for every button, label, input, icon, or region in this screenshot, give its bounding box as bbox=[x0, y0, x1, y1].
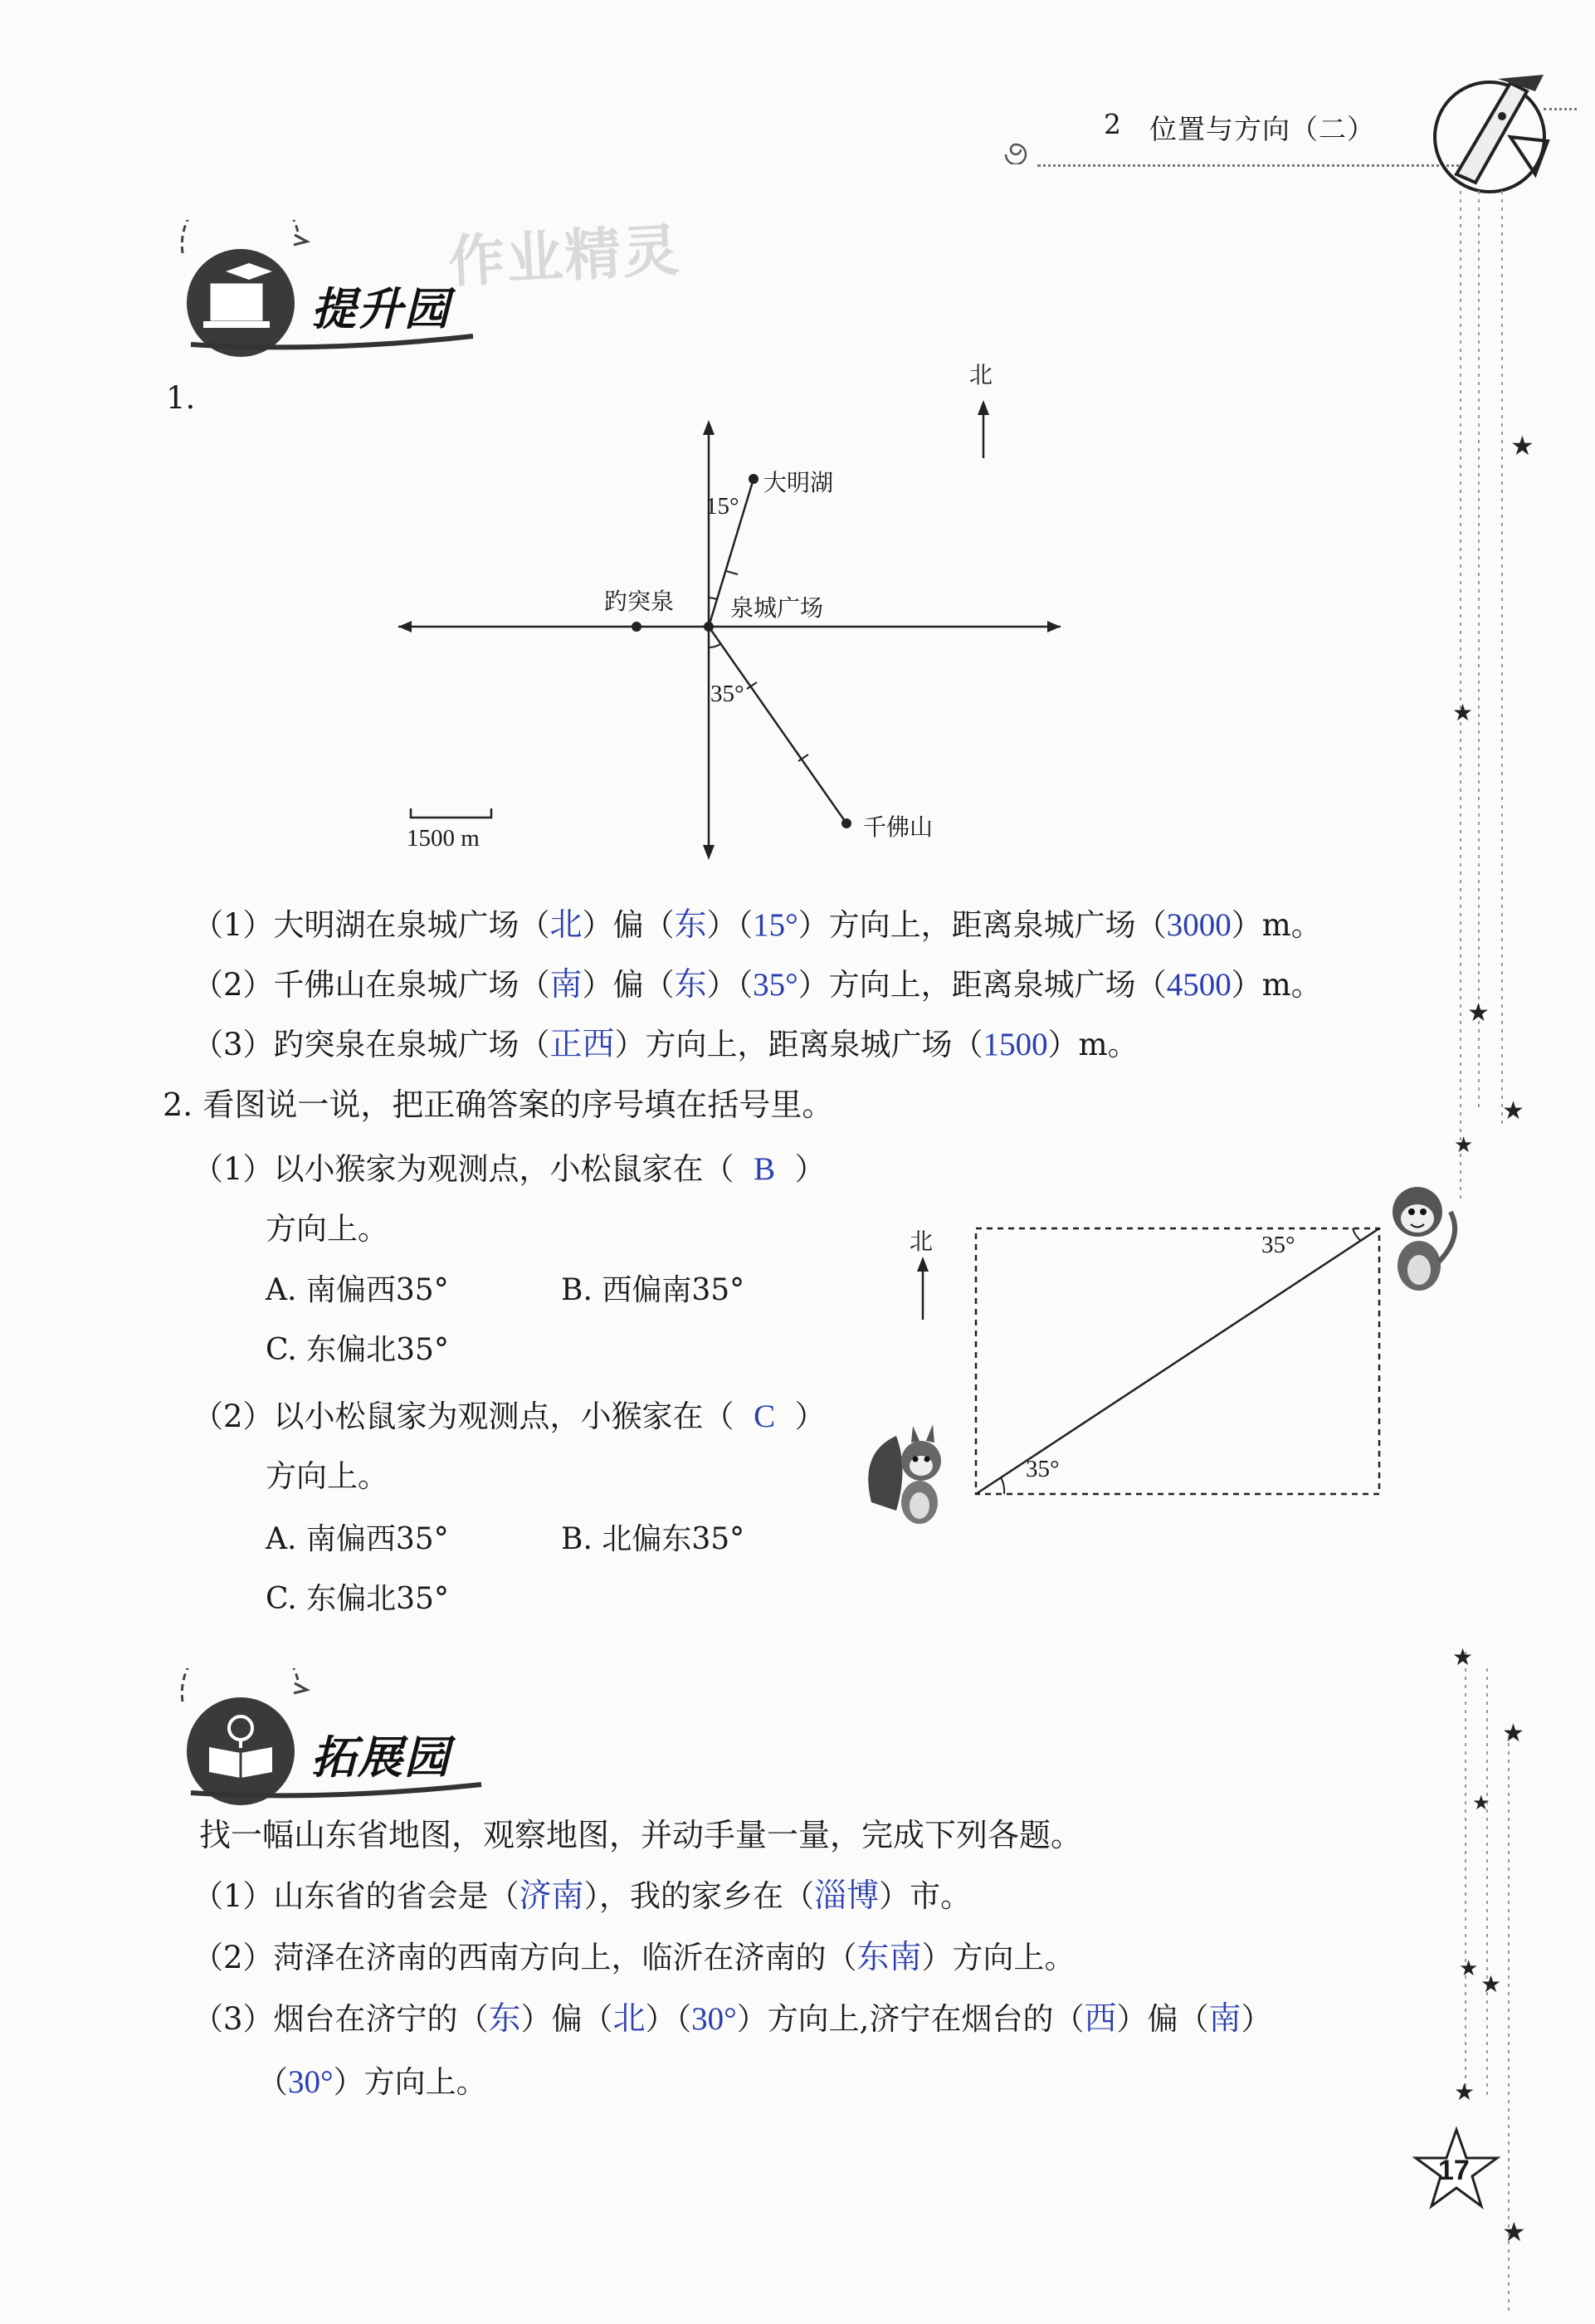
q2-sub1: （1）以小猴家为观测点，小松鼠家在（ B ） bbox=[193, 1151, 826, 1187]
answer-blank[interactable]: 35° bbox=[753, 967, 798, 1003]
q2-stem: 2. 看图说一说，把正确答案的序号填在括号里。 bbox=[163, 1086, 834, 1123]
map-angle-ne: 15° bbox=[705, 493, 739, 520]
answer-blank[interactable]: 北 bbox=[612, 2001, 646, 2037]
map-angle-se: 35° bbox=[710, 681, 744, 707]
answer-blank[interactable]: 西 bbox=[1084, 2001, 1117, 2037]
answer-blank[interactable]: 南 bbox=[549, 967, 583, 1003]
answer-blank[interactable]: 东南 bbox=[856, 1940, 922, 1975]
answer-blank[interactable]: 南 bbox=[1208, 2001, 1241, 2037]
q2-sub1-option-a: A. 南偏西35° bbox=[266, 1273, 449, 1307]
q2-sub2-option-b: B. 北偏东35° bbox=[561, 1522, 745, 1556]
q2-sub1-text2: 方向上。 bbox=[266, 1211, 388, 1247]
svg-text:★: ★ bbox=[1502, 2216, 1526, 2248]
svg-text:★: ★ bbox=[1459, 1956, 1479, 1981]
answer-blank[interactable]: 济南 bbox=[519, 1878, 584, 1914]
watermark-text: 作业精灵 bbox=[446, 217, 683, 296]
q2-sub2-option-a: A. 南偏西35° bbox=[266, 1522, 449, 1556]
q2-north-label: 北 bbox=[910, 1228, 934, 1255]
svg-text:★: ★ bbox=[1502, 1719, 1524, 1748]
answer-blank[interactable]: 30° bbox=[691, 2001, 737, 2037]
map-label-quancheng: 泉城广场 bbox=[730, 594, 824, 622]
header-chapter-title: 位置与方向（二） bbox=[1149, 113, 1375, 145]
answer-blank[interactable]: 北 bbox=[549, 907, 583, 943]
answer-blank[interactable]: 4500 bbox=[1166, 967, 1232, 1003]
svg-text:★: ★ bbox=[1472, 1791, 1490, 1814]
q2-sub2-option-c: C. 东偏北35° bbox=[266, 1582, 449, 1616]
map-label-baotuquan: 趵突泉 bbox=[604, 588, 675, 615]
map-label-qianfoshan: 千佛山 bbox=[863, 813, 934, 841]
svg-text:★: ★ bbox=[1467, 998, 1490, 1028]
header-swirl-icon bbox=[996, 131, 1046, 164]
answer-blank[interactable]: 15° bbox=[753, 907, 798, 943]
answer-blank[interactable]: 30° bbox=[288, 2064, 334, 2100]
svg-text:★: ★ bbox=[1480, 1970, 1502, 1998]
answer-blank[interactable]: B bbox=[754, 1151, 776, 1187]
answer-blank[interactable]: C bbox=[754, 1399, 776, 1434]
map-north-label: 北 bbox=[969, 361, 993, 388]
answer-blank[interactable]: 3000 bbox=[1166, 907, 1232, 943]
svg-text:★: ★ bbox=[1502, 1096, 1524, 1125]
s2-item-2: （2）菏泽在济南的西南方向上，临沂在济南的（东南）方向上。 bbox=[193, 1940, 1076, 1975]
header-right-rule bbox=[1544, 108, 1577, 110]
q2-diagram bbox=[863, 1170, 1461, 1536]
q2-sub1-option-c: C. 东偏北35° bbox=[266, 1333, 449, 1367]
q2-angle-bottom: 35° bbox=[1026, 1456, 1060, 1482]
q2-sub2: （2）以小松鼠家为观测点，小猴家在（ C ） bbox=[193, 1399, 826, 1434]
section1-title: 提升园 bbox=[311, 282, 451, 335]
map-label-daminghu: 大明湖 bbox=[763, 469, 834, 496]
answer-blank[interactable]: 东 bbox=[488, 2001, 521, 2037]
q1-item-3: （3）趵突泉在泉城广场（正西）方向上，距离泉城广场（1500）m。 bbox=[193, 1027, 1139, 1062]
svg-text:★: ★ bbox=[1454, 2078, 1475, 2106]
section2-intro: 找一幅山东省地图，观察地图，并动手量一量，完成下列各题。 bbox=[199, 1817, 1083, 1853]
svg-text:★: ★ bbox=[1452, 699, 1474, 726]
answer-blank[interactable]: 东 bbox=[674, 907, 707, 943]
answer-blank[interactable]: 东 bbox=[674, 967, 707, 1003]
map-diagram bbox=[390, 349, 1079, 872]
header-chapter-number: 2 bbox=[1104, 108, 1122, 140]
q2-angle-top: 35° bbox=[1261, 1232, 1295, 1258]
q2-sub1-option-b: B. 西偏南35° bbox=[561, 1273, 745, 1307]
s2-item-3: （3）烟台在济宁的（东）偏（北）（30°）方向上,济宁在烟台的（西）偏（南） bbox=[193, 2001, 1272, 2037]
q1-item-1: （1）大明湖在泉城广场（北）偏（东）（15°）方向上，距离泉城广场（3000）m。 bbox=[193, 907, 1322, 943]
s2-item-1: （1）山东省的省会是（济南），我的家乡在（淄博）市。 bbox=[193, 1878, 972, 1914]
answer-blank[interactable]: 正西 bbox=[549, 1027, 615, 1062]
answer-blank[interactable]: 淄博 bbox=[814, 1878, 880, 1914]
mascot-pencil-icon bbox=[1411, 58, 1568, 199]
answer-blank[interactable]: 1500 bbox=[983, 1027, 1048, 1062]
svg-text:★: ★ bbox=[1510, 430, 1534, 461]
svg-text:★: ★ bbox=[1454, 1133, 1474, 1158]
section2-title: 拓展园 bbox=[311, 1731, 451, 1784]
q1-number: 1. bbox=[166, 380, 196, 416]
page-number: 17 bbox=[1438, 2155, 1470, 2186]
s2-item-3-line2: （30°）方向上。 bbox=[257, 2064, 487, 2100]
q2-sub2-text2: 方向上。 bbox=[266, 1458, 388, 1494]
svg-text:★: ★ bbox=[1452, 1643, 1474, 1671]
q1-item-2: （2）千佛山在泉城广场（南）偏（东）（35°）方向上，距离泉城广场（4500）m。 bbox=[193, 967, 1322, 1003]
map-scale-label: 1500 m bbox=[407, 825, 480, 852]
